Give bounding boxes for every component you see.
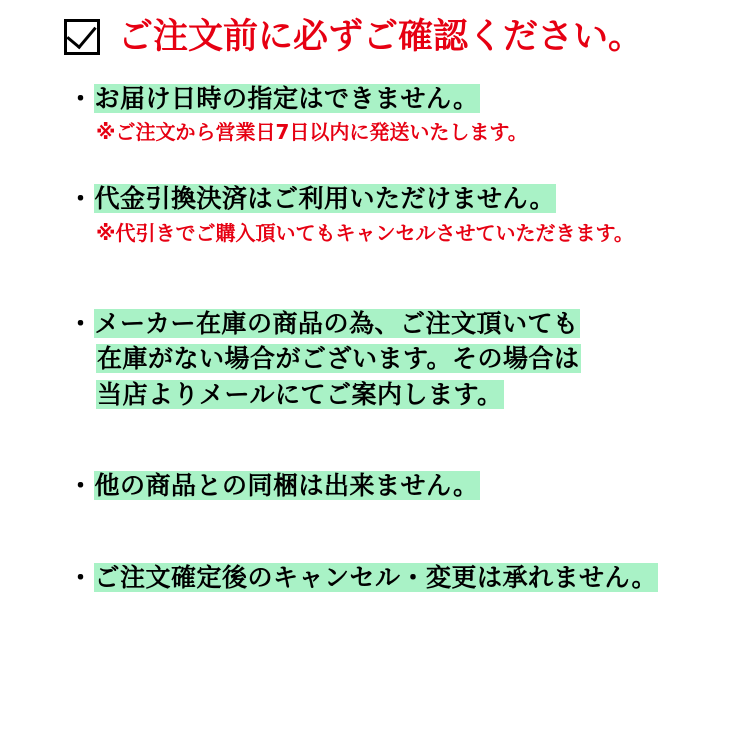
checkbox-checked-icon (64, 19, 100, 55)
notice-item (68, 306, 732, 413)
notice-item-line (68, 81, 732, 117)
notice-item-text: メーカー在庫の商品の為、ご注文頂いても (94, 308, 579, 338)
notice-item-line (68, 181, 732, 217)
notice-item-text: ご注文確定後のキャンセル・変更は承れません。 (94, 562, 658, 592)
page-title: ご注文前に必ずご確認ください。 (118, 17, 644, 57)
notice-item-text: お届け日時の指定はできません。 (94, 83, 479, 113)
notice-item (68, 181, 732, 248)
notice-item-line (68, 306, 732, 342)
bullet: ・ (68, 471, 94, 500)
notice-item-line (68, 377, 732, 413)
notice-header (64, 18, 732, 57)
notice-item (68, 560, 732, 596)
notice-item-text: 他の商品との同梱は出来ません。 (94, 471, 479, 500)
notice-item-text: 当店よりメールにてご案内します。 (97, 379, 503, 409)
notice-item-line (68, 341, 732, 377)
notice-item-note: ※ご注文から営業日7日以内に発送いたします。 (96, 120, 528, 144)
notice-item-note: ※代引きでご購入頂いてもキャンセルさせていただきます。 (96, 220, 634, 245)
notice-item (68, 468, 732, 504)
notice-item-text: 在庫がない場合がございます。その場合は (97, 344, 580, 373)
notice-item-list (18, 81, 732, 596)
bullet: ・ (68, 184, 94, 213)
bullet: ・ (68, 308, 94, 338)
bullet: ・ (68, 83, 94, 113)
notice-item-text: 代金引換決済はご利用いただけません。 (94, 184, 556, 213)
notice-item-line (68, 560, 732, 596)
notice-item-line (68, 468, 732, 504)
notice-item (68, 81, 732, 148)
bullet: ・ (68, 562, 94, 592)
